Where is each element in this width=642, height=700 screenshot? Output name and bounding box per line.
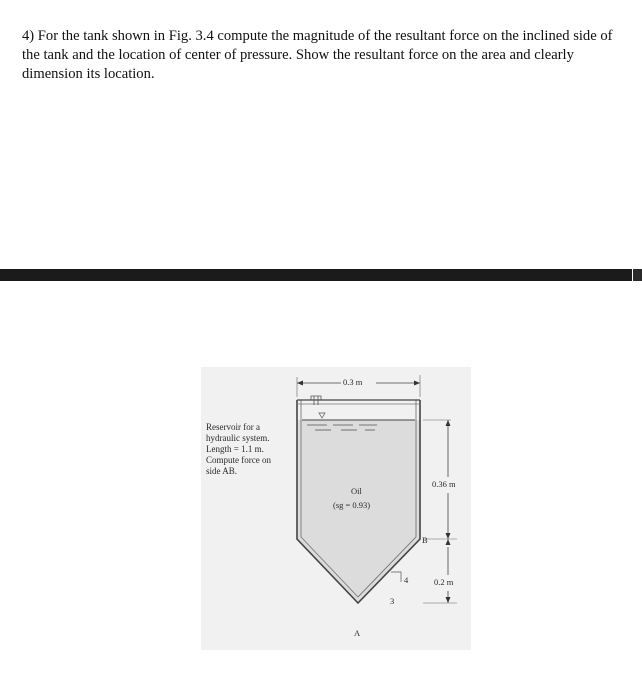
point-a-label: A (354, 628, 361, 638)
caption-line: Compute force on (206, 455, 271, 465)
caption-line: side AB. (206, 466, 238, 476)
lower-depth-label: 0.2 m (434, 577, 454, 587)
question-text: 4) For the tank shown in Fig. 3.4 compute the magnitude of the resultant force on the inclined side of the tank and the location of center of pressure. Show the resultant force on the area and clearly dimension its location. (22, 28, 613, 82)
width-label: 0.3 m (343, 377, 363, 387)
point-b-label: B (422, 535, 428, 545)
slope-run-label: 3 (390, 596, 395, 606)
fluid-sg-label: (sg = 0.93) (333, 500, 371, 510)
page-divider (0, 269, 632, 281)
fluid-name-label: Oil (351, 486, 362, 496)
tank-figure (201, 367, 471, 650)
caption-line: Reservoir for a (206, 422, 260, 432)
depth-label: 0.36 m (432, 479, 456, 489)
figure-caption (206, 422, 296, 477)
page-divider-end (633, 269, 642, 281)
caption-line: Length = 1.1 m. (206, 444, 264, 454)
slope-rise-label: 4 (404, 575, 409, 585)
oil-fill (297, 420, 420, 603)
slope-triangle (391, 572, 401, 582)
caption-line: hydraulic system. (206, 433, 270, 443)
